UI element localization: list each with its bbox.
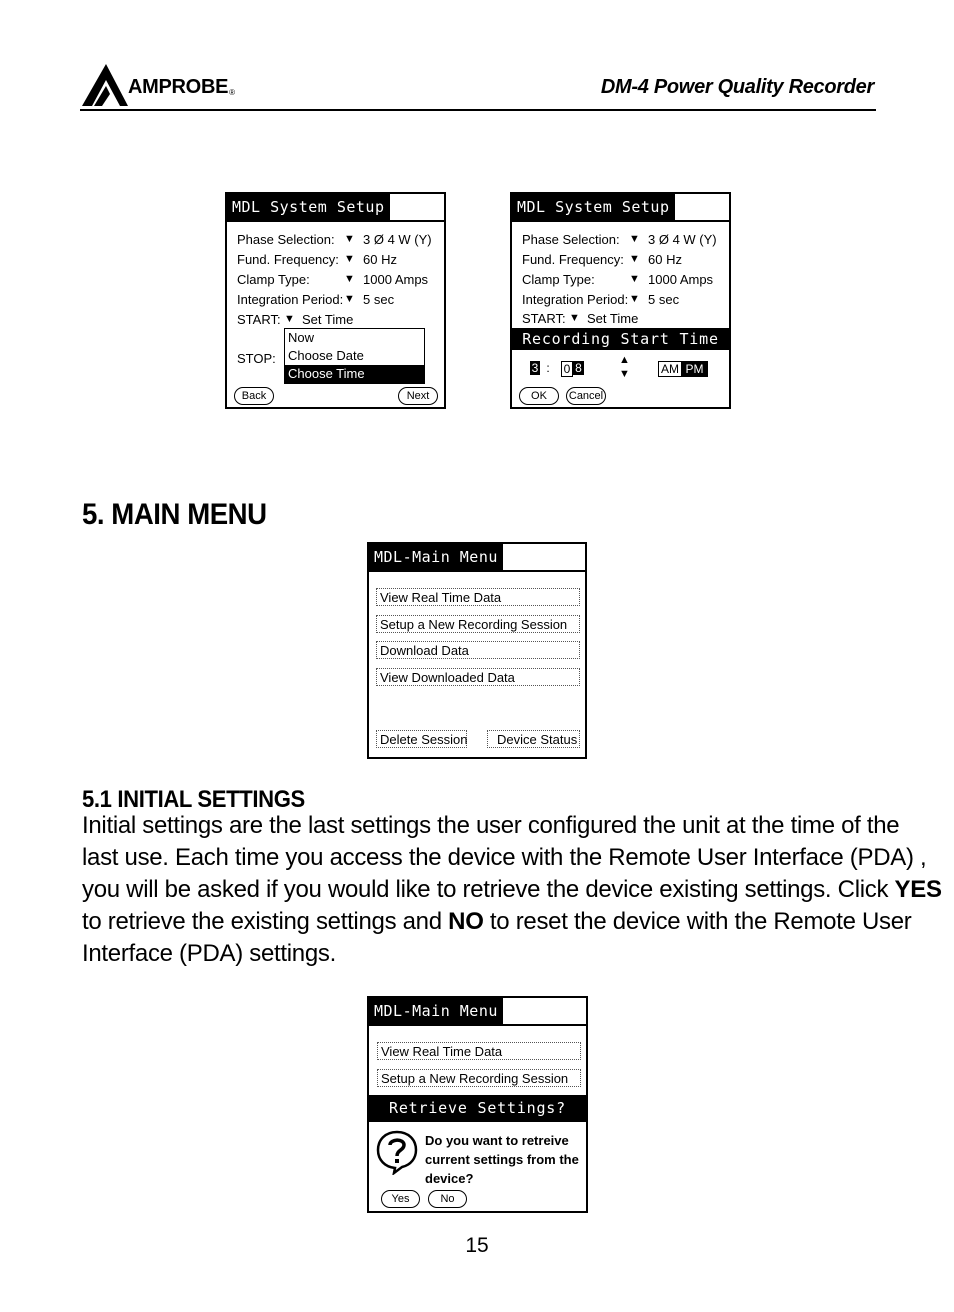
menu-item-setup-recording-session[interactable]: Setup a New Recording Session <box>377 1069 581 1087</box>
hour-field[interactable]: 3 <box>531 361 539 375</box>
dropdown-arrow-icon[interactable]: ▼ <box>284 313 295 325</box>
stop-label: STOP: <box>237 351 276 366</box>
dropdown-arrow-icon[interactable]: ▼ <box>344 273 355 285</box>
dropdown-arrow-icon[interactable]: ▼ <box>344 253 355 265</box>
dropdown-arrow-icon[interactable]: ▼ <box>629 273 640 285</box>
initial-settings-paragraph: Initial settings are the last settings the user configured the unit at the time of the last use. Each time you access the device with the Remote User Interface (PDA) , you will be asked if you would like to retrieve the device existing settings. Click YES to retrieve the existing settings and NO to reset the device with the Remote User Interface (PDA) settings. <box>82 812 942 967</box>
section-heading-main-menu: 5. MAIN MENU <box>82 498 267 531</box>
retrieve-settings-screen <box>367 996 588 1213</box>
next-button[interactable]: Next <box>398 387 438 405</box>
menu-item-view-real-time-data[interactable]: View Real Time Data <box>376 588 580 606</box>
section-heading-initial-settings: 5.1 INITIAL SETTINGS <box>82 786 305 813</box>
header-rule <box>80 109 876 111</box>
title-rule <box>369 1024 586 1026</box>
minute-tens-field[interactable]: 0 <box>561 361 573 377</box>
screen-title: MDL System Setup <box>227 194 390 220</box>
document-title: DM-4 Power Quality Recorder <box>600 76 874 98</box>
am-toggle[interactable]: AM <box>658 361 682 377</box>
dropdown-arrow-icon[interactable]: ▼ <box>629 233 640 245</box>
yes-button[interactable]: Yes <box>381 1190 420 1208</box>
stop-dropdown[interactable] <box>284 328 425 384</box>
pm-toggle[interactable]: PM <box>681 361 708 377</box>
ok-button[interactable]: OK <box>519 387 559 405</box>
amprobe-logo <box>80 62 280 108</box>
system-setup-screen-stop: MDL System Setup Phase Selection: ▼ 3 Ø 4 W (Y) Fund. Frequency: ▼ 60 Hz Clamp Type: ▼ 1000 Amps Integration Period: ▼ 5 sec START: ▼ Set Time STOP: Now Choose Date Choose Time Back Next <box>225 192 446 409</box>
stop-option-date[interactable]: Choose Date <box>288 348 364 363</box>
amprobe-triangle-icon <box>80 62 128 108</box>
question-icon <box>374 1129 420 1175</box>
menu-item-view-downloaded-data[interactable]: View Downloaded Data <box>376 668 580 686</box>
recording-start-time-banner: Recording Start Time <box>512 328 729 350</box>
retrieve-settings-banner: Retrieve Settings? <box>369 1095 586 1122</box>
retrieve-message: Do you want to retreive current settings from the device? <box>425 1133 579 1186</box>
dropdown-arrow-icon[interactable]: ▼ <box>569 312 580 324</box>
main-menu-screen <box>367 542 587 759</box>
screen-title: MDL-Main Menu <box>369 544 503 570</box>
menu-item-setup-recording-session[interactable]: Setup a New Recording Session <box>376 615 580 633</box>
time-colon: : <box>546 361 550 375</box>
page-number: 15 <box>465 1234 489 1257</box>
cancel-button[interactable]: Cancel <box>566 387 606 405</box>
minute-ones-field[interactable]: 8 <box>573 361 584 375</box>
title-rule <box>227 220 444 222</box>
dropdown-arrow-icon[interactable]: ▼ <box>629 253 640 265</box>
stop-option-now[interactable]: Now <box>288 330 315 345</box>
screen-title: MDL-Main Menu <box>369 998 503 1024</box>
device-status-button[interactable]: Device Status <box>487 730 580 748</box>
menu-item-download-data[interactable]: Download Data <box>376 641 580 659</box>
no-emphasis: NO <box>448 908 484 935</box>
down-arrow-icon[interactable]: ▼ <box>619 368 630 380</box>
stop-option-time[interactable]: Choose Time <box>285 365 424 383</box>
system-setup-screen-start-time: MDL System Setup Phase Selection: ▼ 3 Ø 4 W (Y) Fund. Frequency: ▼ 60 Hz Clamp Type: ▼ 1000 Amps Integration Period: ▼ 5 sec START: ▼ Set Time Recording Start Time 3 : 0 8 ▲ ▼ AM PM OK Cancel <box>510 192 731 409</box>
dropdown-arrow-icon[interactable]: ▼ <box>344 293 355 305</box>
delete-session-button[interactable]: Delete Session <box>376 730 467 748</box>
title-rule <box>369 570 585 572</box>
menu-item-view-real-time-data[interactable]: View Real Time Data <box>377 1042 581 1060</box>
dropdown-arrow-icon[interactable]: ▼ <box>629 293 640 305</box>
title-rule <box>512 220 729 222</box>
brand-name: AMPROBE® <box>128 76 235 98</box>
no-button[interactable]: No <box>428 1190 467 1208</box>
dropdown-arrow-icon[interactable]: ▼ <box>344 233 355 245</box>
up-arrow-icon[interactable]: ▲ <box>619 354 630 366</box>
yes-emphasis: YES <box>894 876 942 903</box>
screen-title: MDL System Setup <box>512 194 675 220</box>
back-button[interactable]: Back <box>234 387 274 405</box>
